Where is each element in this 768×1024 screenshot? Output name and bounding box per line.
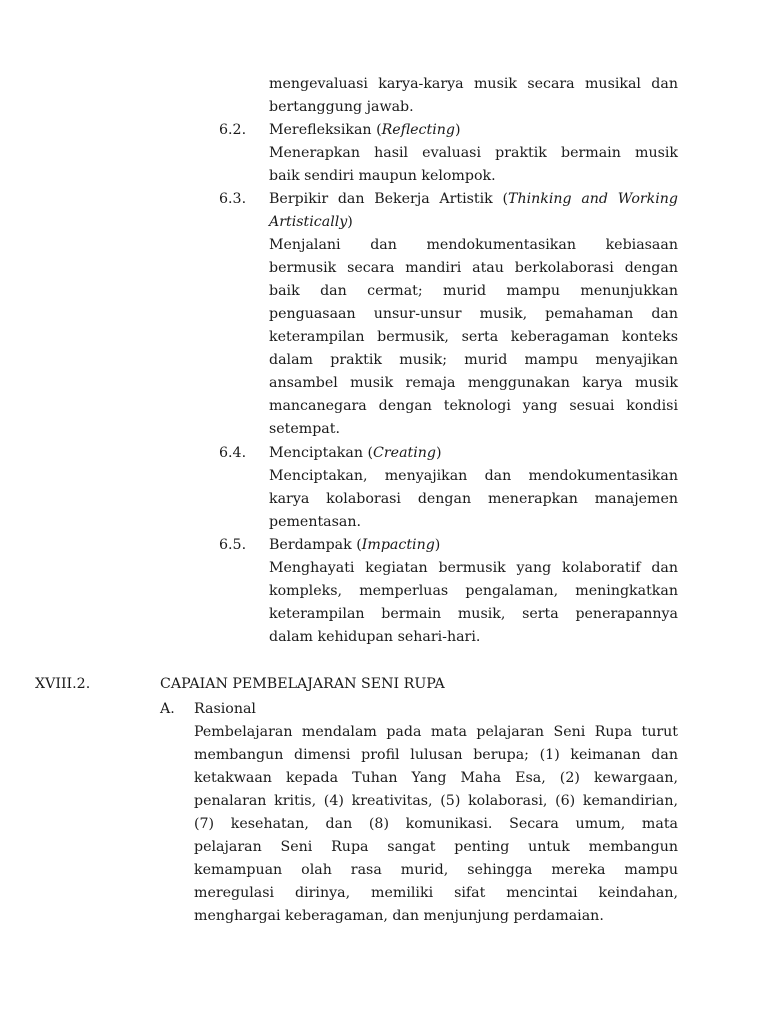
subsection-title: Rasional <box>194 701 256 717</box>
paragraph-line: Menerapkan hasil evaluasi praktik bermain musik <box>269 145 678 161</box>
paragraph-line: keterampilan bermain musik, serta penerapannya <box>269 606 678 622</box>
paragraph-line: Pembelajaran mendalam pada mata pelajaran Seni Rupa turut <box>194 724 678 740</box>
item-number: 6.3. <box>219 191 247 207</box>
paragraph-line: penguasaan unsur-unsur musik, pemahaman dan <box>269 306 678 322</box>
paragraph-line: Menjalani dan mendokumentasikan kebiasaan <box>269 237 678 253</box>
paragraph-line: penalaran kritis, (4) kreativitas, (5) kolaborasi, (6) kemandirian, <box>194 793 678 809</box>
paragraph-line: Menciptakan, menyajikan dan mendokumentasikan <box>269 468 678 484</box>
paragraph-line: karya kolaborasi dengan menerapkan manajemen <box>269 491 678 507</box>
section-title: CAPAIAN PEMBELAJARAN SENI RUPA <box>160 676 445 692</box>
paragraph-line: Menghayati kegiatan bermusik yang kolaboratif dan <box>269 560 678 576</box>
paragraph-line: bertanggung jawab. <box>269 99 414 115</box>
paragraph-line: (7) kesehatan, dan (8) komunikasi. Secara umum, mata <box>194 816 678 832</box>
item-heading-cont: Artistically) <box>269 214 353 230</box>
item-number: 6.2. <box>219 122 247 138</box>
paragraph-line: kemampuan olah rasa murid, sehingga mereka mampu <box>194 862 678 878</box>
paragraph-line: pelajaran Seni Rupa sangat penting untuk membangun <box>194 839 678 855</box>
paragraph-line: ansambel musik remaja menggunakan karya musik <box>269 375 678 391</box>
paragraph-line: setempat. <box>269 421 340 437</box>
paragraph-line: menghargai keberagaman, dan menjunjung perdamaian. <box>194 908 604 924</box>
item-heading: Berpikir dan Bekerja Artistik (Thinking and Working <box>269 191 679 207</box>
paragraph-line: dalam praktik musik; murid mampu menyajikan <box>269 352 678 368</box>
paragraph-line: mengevaluasi karya-karya musik secara musikal dan <box>269 76 678 92</box>
paragraph-line: meregulasi dirinya, memiliki sifat mencintai keindahan, <box>194 885 678 901</box>
item-heading: Menciptakan (Creating) <box>269 445 442 461</box>
item-heading: Berdampak (Impacting) <box>269 537 441 553</box>
paragraph-line: mancanegara dengan teknologi yang sesuai kondisi <box>269 398 678 414</box>
paragraph-line: dalam kehidupan sehari-hari. <box>269 629 481 645</box>
section-number: XVIII.2. <box>35 676 91 692</box>
paragraph-line: ketakwaan kepada Tuhan Yang Maha Esa, (2) kewargaan, <box>194 770 678 786</box>
paragraph-line: kompleks, memperluas pengalaman, meningkatkan <box>269 583 678 599</box>
item-number: 6.5. <box>219 537 247 553</box>
paragraph-line: baik sendiri maupun kelompok. <box>269 168 496 184</box>
paragraph-line: bermusik secara mandiri atau berkolaborasi dengan <box>269 260 678 276</box>
subsection-number: A. <box>160 701 175 717</box>
paragraph-line: pementasan. <box>269 514 362 530</box>
paragraph-line: membangun dimensi profil lulusan berupa; (1) keimanan dan <box>194 747 678 763</box>
paragraph-line: keterampilan bermusik, serta keberagaman konteks <box>269 329 678 345</box>
paragraph-line: baik dan cermat; murid mampu menunjukkan <box>269 283 678 299</box>
item-number: 6.4. <box>219 445 247 461</box>
item-heading: Merefleksikan (Reflecting) <box>269 122 461 138</box>
